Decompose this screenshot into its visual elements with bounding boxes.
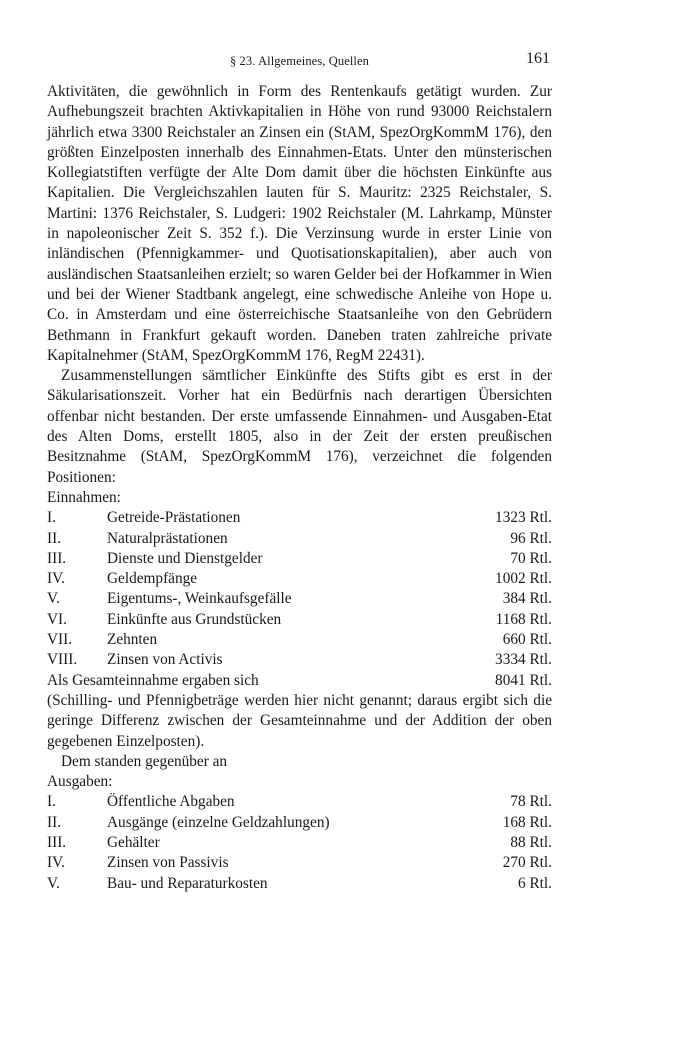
item-number: I. [47, 793, 56, 811]
income-row [47, 569, 552, 589]
income-row [47, 650, 552, 670]
item-number: VI. [47, 610, 67, 628]
item-number: I. [47, 509, 56, 527]
item-amount: 660 Rtl. [502, 631, 552, 649]
item-amount: 3334 Rtl. [495, 651, 552, 669]
item-label: Gehälter [107, 833, 160, 851]
item-number: V. [47, 590, 60, 608]
item-label: Einkünfte aus Grundstücken [107, 610, 282, 628]
item-label: Zinsen von Activis [107, 651, 223, 669]
item-label: Geldempfänge [107, 570, 198, 588]
item-number: III. [47, 833, 67, 851]
running-header [47, 48, 552, 76]
item-number: III. [47, 549, 67, 567]
book-page [47, 48, 552, 894]
item-amount: 1323 Rtl. [495, 509, 552, 527]
item-amount: 96 Rtl. [510, 529, 552, 547]
income-table [47, 508, 552, 691]
item-amount: 6 Rtl. [518, 874, 552, 892]
expense-row [47, 874, 552, 894]
income-heading: Einnahmen: [47, 488, 121, 506]
item-number: II. [47, 529, 62, 547]
income-total-row [47, 671, 552, 691]
item-amount: 270 Rtl. [502, 854, 552, 872]
item-label: Zehnten [107, 631, 158, 649]
total-label: Als Gesamteinnahme ergaben sich [47, 671, 259, 689]
item-label: Eigentums-, Weinkaufsgefälle [107, 590, 292, 608]
item-amount: 1002 Rtl. [495, 570, 552, 588]
item-number: II. [47, 813, 62, 831]
item-label: Zinsen von Passivis [107, 854, 229, 872]
expense-row [47, 792, 552, 812]
item-label: Naturalprästationen [107, 529, 228, 547]
paragraph-capital-income: Aktivitäten, die gewöhnlich in Form des Rentenkaufs getätigt wurden. Zur Aufhebungszeit brachten Aktivkapitalien in Höhe von rund 93000 Reichstalern jährlich etwa 3300 Reichstaler an Zinsen ein (StAM, SpezOrgKommM 176), den größten Einzelposten innerhalb des Einnahmen-Etats. Unter den münsterischen Kollegiatstiften verfügte der Alte Dom damit über die höchsten Einkünfte aus Kapitalien. Die Vergleichszahlen lauten für S. Mauritz: 2325 Reichstaler, S. Martini: 1376 Reichstaler, S. Ludgeri: 1902 Reichstaler (M. Lahrkamp, Münster in napoleonischer Zeit S. 352 f.). Die Verzinsung wurde in erster Linie von inländischen (Pfennigkammer- und Quotisationskapitalien), aber auch von ausländischen Staatsanleihen erzielt; so waren Gelder bei der Hofkammer in Wien und bei der Wiener Stadtbank angelegt, eine schwedische Anleihe von Hope u. Co. in Amsterdam und eine österreichische Staatsanleihe von den Gebrüdern Bethmann in Frankfurt gekauft worden. Daneben traten zahlreiche private Kapitalnehmer (StAM, SpezOrgKommM 176, RegM 22431). [47, 83, 552, 364]
item-amount: 384 Rtl. [502, 590, 552, 608]
expenses-table [47, 792, 552, 893]
item-number: IV. [47, 570, 65, 588]
expense-row [47, 853, 552, 873]
item-label: Bau- und Reparaturkosten [107, 874, 268, 892]
item-number: VIII. [47, 651, 78, 669]
total-amount: 8041 Rtl. [495, 671, 552, 689]
paragraph-expenses-intro: Dem standen gegenüber an [61, 752, 228, 770]
income-row [47, 508, 552, 528]
item-amount: 168 Rtl. [502, 813, 552, 831]
paragraph-rounding-note: (Schilling- und Pfennigbeträge werden hier nicht genannt; daraus ergibt sich die geringe Differenz zwischen der Gesamteinnahme und der Addition der oben gegebenen Einzelposten). [47, 691, 552, 750]
body-text [47, 82, 552, 894]
income-row [47, 529, 552, 549]
income-row [47, 549, 552, 569]
item-amount: 78 Rtl. [510, 793, 552, 811]
income-row [47, 610, 552, 630]
expense-row [47, 813, 552, 833]
income-row [47, 630, 552, 650]
item-amount: 70 Rtl. [510, 549, 552, 567]
item-label: Ausgänge (einzelne Geldzahlungen) [107, 813, 330, 831]
item-label: Getreide-Prästationen [107, 509, 241, 527]
item-number: VII. [47, 631, 73, 649]
item-number: V. [47, 874, 60, 892]
income-row [47, 589, 552, 609]
item-number: IV. [47, 854, 65, 872]
running-title: § 23. Allgemeines, Quellen [229, 54, 370, 68]
item-amount: 88 Rtl. [510, 833, 552, 851]
item-label: Dienste und Dienstgelder [107, 549, 263, 567]
item-label: Öffentliche Abgaben [107, 793, 235, 811]
paragraph-budget-intro: Zusammenstellungen sämtlicher Einkünfte des Stifts gibt es erst in der Säkularisationszeit. Vorher hat ein Bedürfnis nach derartigen Übersichten offenbar nicht bestanden. Der erste umfassende Einnahmen- und Ausgaben-Etat des Alten Doms, erstellt 1805, also in der Zeit der ersten preußischen Besitznahme (StAM, SpezOrgKommM 176), verzeichnet die folgenden Positionen: [47, 367, 552, 486]
item-amount: 1168 Rtl. [495, 610, 552, 628]
page-number: 161 [526, 50, 550, 67]
expenses-heading: Ausgaben: [47, 773, 113, 791]
expense-row [47, 833, 552, 853]
